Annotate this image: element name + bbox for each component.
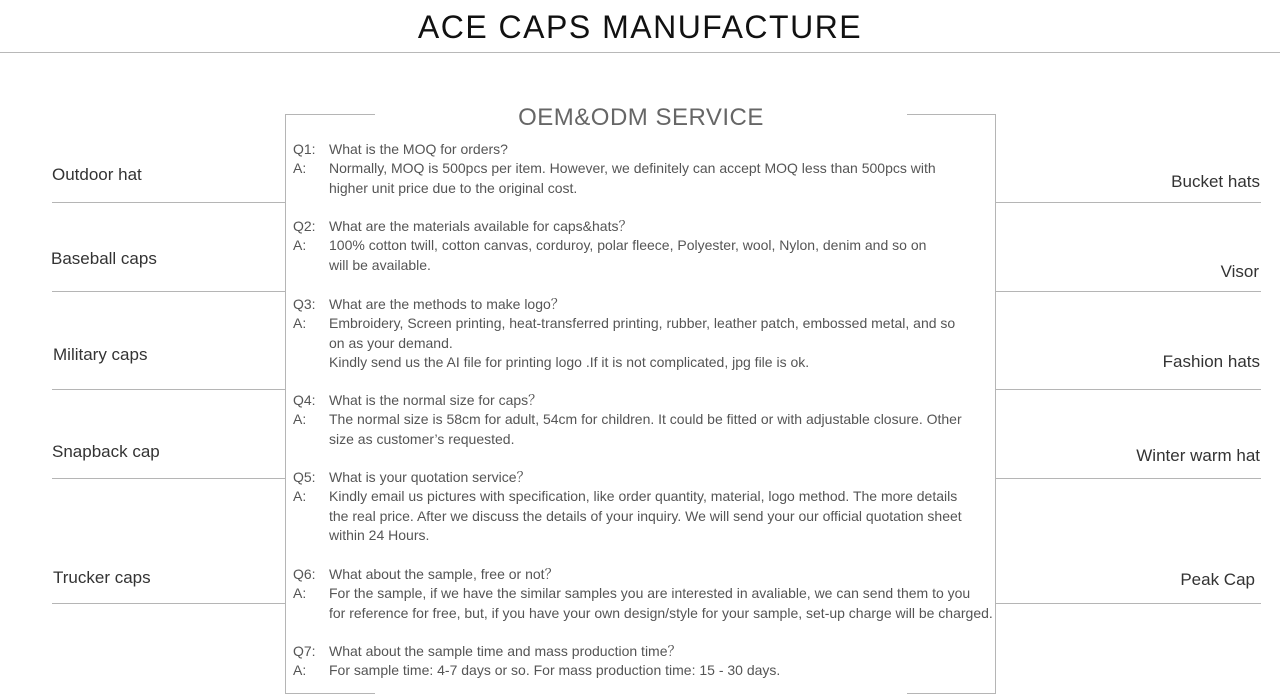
category-divider [52, 291, 286, 292]
question-tag: Q4: [293, 392, 316, 408]
answer-tag: A: [293, 411, 307, 428]
question-tag: Q6: [293, 566, 316, 582]
answer-line: Kindly send us the AI file for printing logo .If it is not complicated, jpg file is ok. [329, 354, 810, 371]
panel-top-border-right [907, 114, 996, 115]
answer-line: Kindly email us pictures with specification, like order quantity, material, logo method. The more details [329, 488, 958, 505]
answer-line: For the sample, if we have the similar samples you are interested in avaliable, we can send them to you [329, 585, 971, 602]
answer-line: on as your demand. [329, 334, 453, 351]
category-link-outdoor-hat[interactable]: Outdoor hat [52, 165, 142, 184]
page-title: ACE CAPS MANUFACTURE [417, 9, 863, 45]
category-divider [52, 603, 286, 604]
panel-bottom-border-right [907, 693, 996, 694]
question-text: What is your quotation service？ [329, 469, 531, 485]
question-text: What is the normal size for caps？ [329, 392, 543, 408]
answer-line: higher unit price due to the original cost. [329, 179, 578, 196]
question-tag: Q5: [293, 469, 316, 485]
answer-line: The normal size is 58cm for adult, 54cm for children. It could be fitted or with adjustable closure. Other [329, 411, 962, 428]
category-divider [996, 202, 1261, 203]
faq-item [293, 468, 993, 546]
category-link-visor[interactable]: Visor [1220, 262, 1259, 281]
faq-item [293, 391, 993, 449]
answer-line: For sample time: 4-7 days or so. For mass production time: 15 - 30 days. [329, 662, 781, 679]
category-link-baseball-caps[interactable]: Baseball caps [51, 249, 157, 268]
answer-tag: A: [293, 662, 307, 679]
category-divider [996, 389, 1261, 390]
answer-line: Normally, MOQ is 500pcs per item. However, we definitely can accept MOQ less than 500pcs with [329, 160, 936, 177]
question-text: What about the sample time and mass production time？ [329, 643, 682, 659]
category-link-winter-warm-hat[interactable]: Winter warm hat [1136, 446, 1260, 465]
question-text: What about the sample, free or not？ [329, 566, 559, 582]
answer-line: for reference for free, but, if you have your own design/style for your sample, set-up charge will be charged. [329, 604, 993, 621]
category-divider [52, 478, 286, 479]
answer-line: Embroidery, Screen printing, heat-transferred printing, rubber, leather patch, embossed metal, and so [329, 315, 956, 332]
question-text: What are the materials available for caps&hats？ [329, 218, 633, 234]
faq-item [293, 140, 993, 198]
question-tag: Q1: [293, 141, 316, 157]
category-link-fashion-hats[interactable]: Fashion hats [1162, 352, 1260, 371]
faq-item [293, 217, 993, 275]
answer-line: size as customer’s requested. [329, 430, 515, 447]
faq-item [293, 295, 993, 373]
answer-tag: A: [293, 585, 307, 602]
question-tag: Q2: [293, 218, 316, 234]
panel-top-border-left [285, 114, 375, 115]
category-divider [996, 603, 1261, 604]
answer-tag: A: [293, 160, 307, 177]
service-title: OEM&ODM SERVICE [518, 104, 764, 131]
answer-line: the real price. After we discuss the details of your inquiry. We will send your our official quotation sheet [329, 507, 962, 524]
question-text: What are the methods to make logo？ [329, 296, 565, 312]
question-text: What is the MOQ for orders? [329, 141, 508, 157]
title-divider [0, 52, 1280, 53]
faq-item [293, 642, 993, 681]
category-divider [996, 478, 1261, 479]
question-tag: Q3: [293, 296, 316, 312]
faq-item [293, 565, 993, 623]
category-divider [52, 202, 286, 203]
category-divider [52, 389, 286, 390]
question-tag: Q7: [293, 643, 316, 659]
category-link-bucket-hats[interactable]: Bucket hats [1171, 172, 1260, 191]
answer-line: will be available. [329, 256, 431, 273]
answer-tag: A: [293, 488, 307, 505]
panel-bottom-border-left [285, 693, 375, 694]
answer-line: within 24 Hours. [329, 527, 430, 544]
category-divider [996, 291, 1261, 292]
category-link-snapback-cap[interactable]: Snapback cap [52, 442, 160, 461]
answer-line: 100% cotton twill, cotton canvas, corduroy, polar fleece, Polyester, wool, Nylon, denim and so on [329, 237, 927, 254]
answer-tag: A: [293, 237, 307, 254]
category-link-military-caps[interactable]: Military caps [53, 345, 148, 364]
answer-tag: A: [293, 315, 307, 332]
category-link-trucker-caps[interactable]: Trucker caps [53, 568, 151, 587]
category-link-peak-cap[interactable]: Peak Cap [1180, 570, 1255, 589]
